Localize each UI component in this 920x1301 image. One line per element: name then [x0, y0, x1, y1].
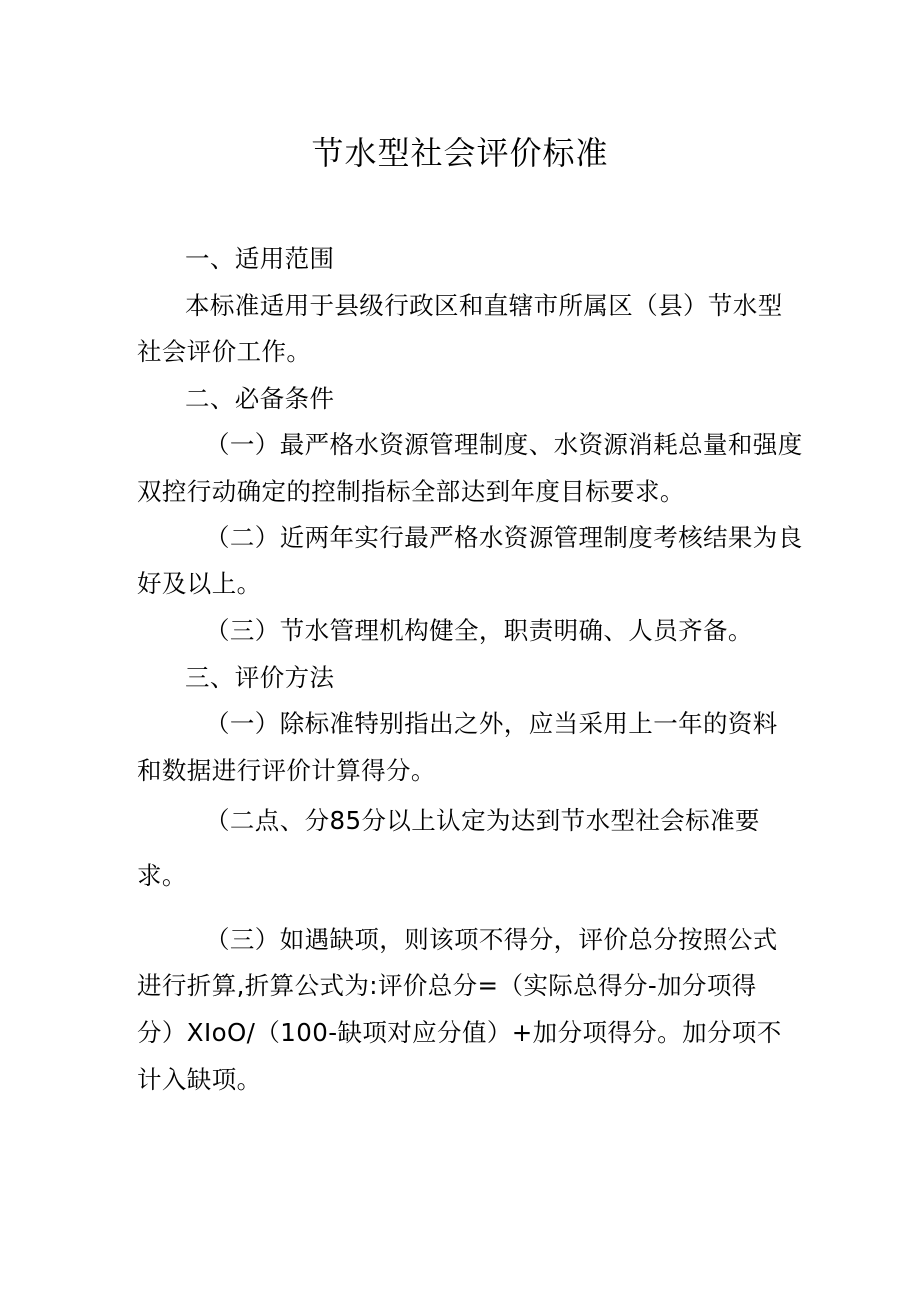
section-heading-requirements: 二、必备条件	[185, 384, 335, 413]
paragraph-line: （二）近两年实行最严格水资源管理制度考核结果为良	[205, 523, 803, 552]
paragraph-line: 进行折算,折算公式为:评价总分=（实际总得分-加分项得	[137, 971, 757, 1000]
paragraph-line: 求。	[137, 861, 187, 890]
paragraph-line: 计入缺项。	[137, 1065, 262, 1094]
section-heading-method: 三、评价方法	[185, 663, 335, 692]
document-title: 节水型社会评价标准	[311, 134, 609, 172]
paragraph-line: 和数据进行评价计算得分。	[137, 756, 436, 785]
section-heading-scope: 一、适用范围	[185, 244, 335, 273]
paragraph-line: （一）除标准特别指出之外，应当采用上一年的资料	[205, 709, 778, 738]
paragraph-line: 双控行动确定的控制指标全部达到年度目标要求。	[137, 477, 685, 506]
paragraph-line: 社会评价工作。	[137, 337, 312, 366]
paragraph-line: 本标准适用于县级行政区和直辖市所属区（县）节水型	[185, 291, 783, 320]
paragraph-line: 分）XIoO/（100-缺项对应分值）+加分项得分。加分项不	[137, 1018, 782, 1047]
paragraph-line: （三）节水管理机构健全，职责明确、人员齐备。	[205, 616, 753, 645]
paragraph-line: （三）如遇缺项，则该项不得分，评价总分按照公式	[205, 925, 778, 954]
paragraph-line: （一）最严格水资源管理制度、水资源消耗总量和强度	[205, 430, 803, 459]
paragraph-line: （二点、分85分以上认定为达到节水型社会标准要	[205, 806, 760, 835]
paragraph-line: 好及以上。	[137, 569, 262, 598]
